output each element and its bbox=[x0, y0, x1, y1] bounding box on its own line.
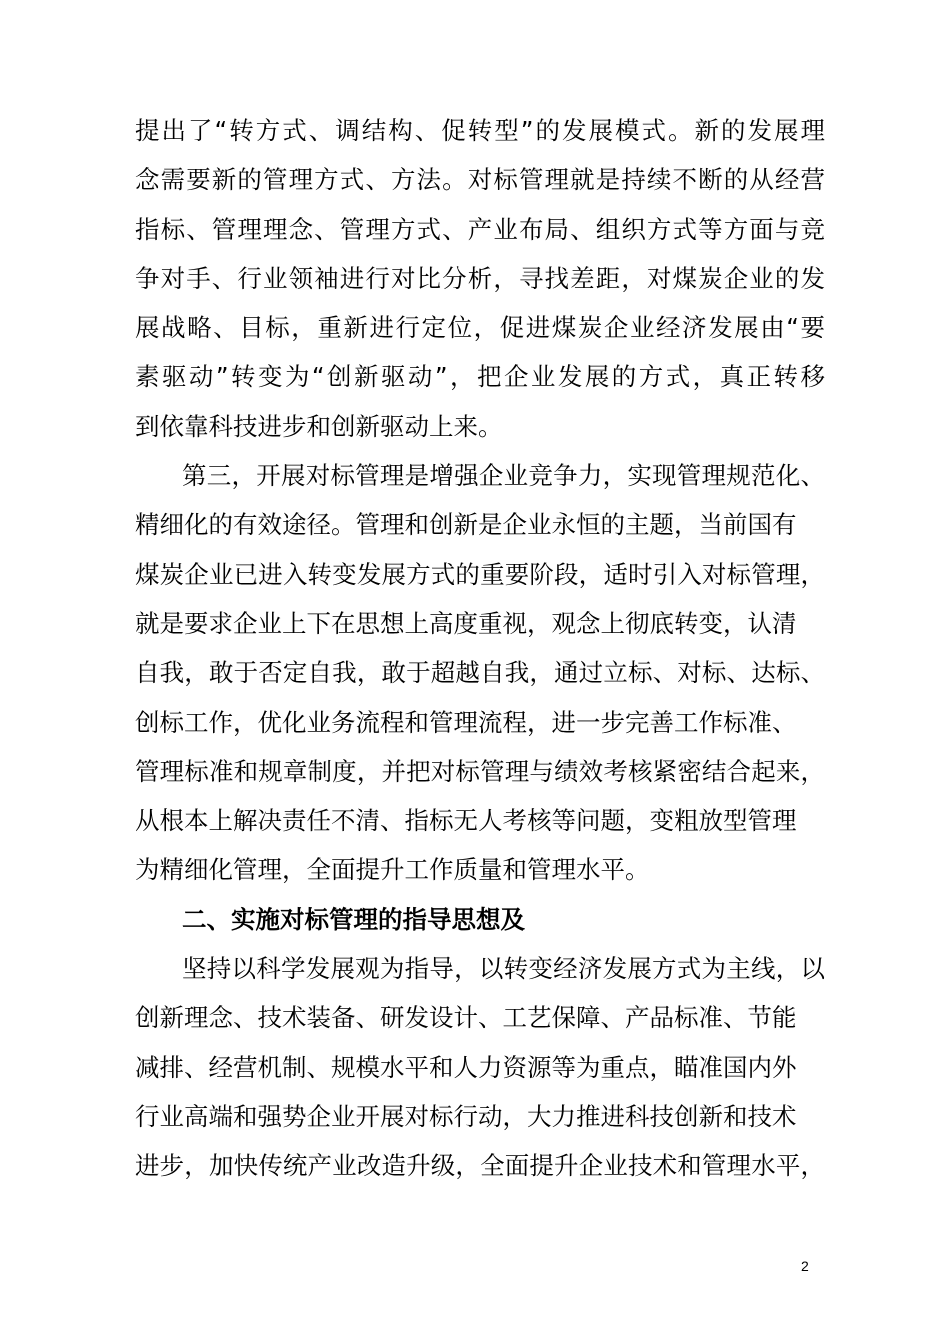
paragraph-line: 指标、管理理念、管理方式、产业布局、组织方式等方面与竞 bbox=[135, 214, 825, 244]
paragraph-line: 减排、经营机制、规模水平和人力资源等为重点，瞄准国内外 bbox=[135, 1052, 797, 1082]
paragraph-line: 为精细化管理，全面提升工作质量和管理水平。 bbox=[135, 855, 650, 885]
paragraph-line: 素驱动”转变为“创新驱动”，把企业发展的方式，真正转移 bbox=[135, 362, 825, 392]
paragraph-line: 进步，加快传统产业改造升级，全面提升企业技术和管理水平， bbox=[135, 1151, 825, 1181]
paragraph-line: 提出了“转方式、调结构、促转型”的发展模式。新的发展理 bbox=[135, 116, 825, 145]
paragraph-line: 创新理念、技术装备、研发设计、工艺保障、产品标准、节能 bbox=[135, 1003, 797, 1033]
body-text bbox=[135, 106, 825, 1191]
paragraph-line: 精细化的有效途径。管理和创新是企业永恒的主题，当前国有 bbox=[135, 510, 797, 540]
paragraph-line: 自我，敢于否定自我，敢于超越自我，通过立标、对标、达标、 bbox=[135, 658, 825, 688]
paragraph-line: 就是要求企业上下在思想上高度重视，观念上彻底转变，认清 bbox=[135, 608, 797, 638]
paragraph-line: 创标工作，优化业务流程和管理流程，进一步完善工作标准、 bbox=[135, 707, 797, 737]
paragraph-line: 坚持以科学发展观为指导，以转变经济发展方式为主线，以 bbox=[182, 954, 825, 984]
section-heading: 二、实施对标管理的指导思想及 bbox=[182, 904, 525, 934]
paragraph-line: 行业高端和强势企业开展对标行动，大力推进科技创新和技术 bbox=[135, 1101, 797, 1131]
paragraph-line: 煤炭企业已进入转变发展方式的重要阶段，适时引入对标管理， bbox=[135, 559, 825, 589]
page-number: 2 bbox=[801, 1258, 809, 1274]
paragraph-line: 念需要新的管理方式、方法。对标管理就是持续不断的从经营 bbox=[135, 165, 825, 195]
paragraph-line: 到依靠科技进步和创新驱动上来。 bbox=[135, 411, 503, 441]
paragraph-line: 从根本上解决责任不清、指标无人考核等问题，变粗放型管理 bbox=[135, 806, 797, 836]
paragraph-line: 展战略、目标，重新进行定位，促进煤炭企业经济发展由“要 bbox=[135, 313, 825, 343]
paragraph-line: 争对手、行业领袖进行对比分析，寻找差距，对煤炭企业的发 bbox=[135, 263, 825, 293]
paragraph-line: 第三，开展对标管理是增强企业竞争力，实现管理规范化、 bbox=[182, 461, 825, 491]
paragraph-line: 管理标准和规章制度，并把对标管理与绩效考核紧密结合起来， bbox=[135, 756, 825, 786]
